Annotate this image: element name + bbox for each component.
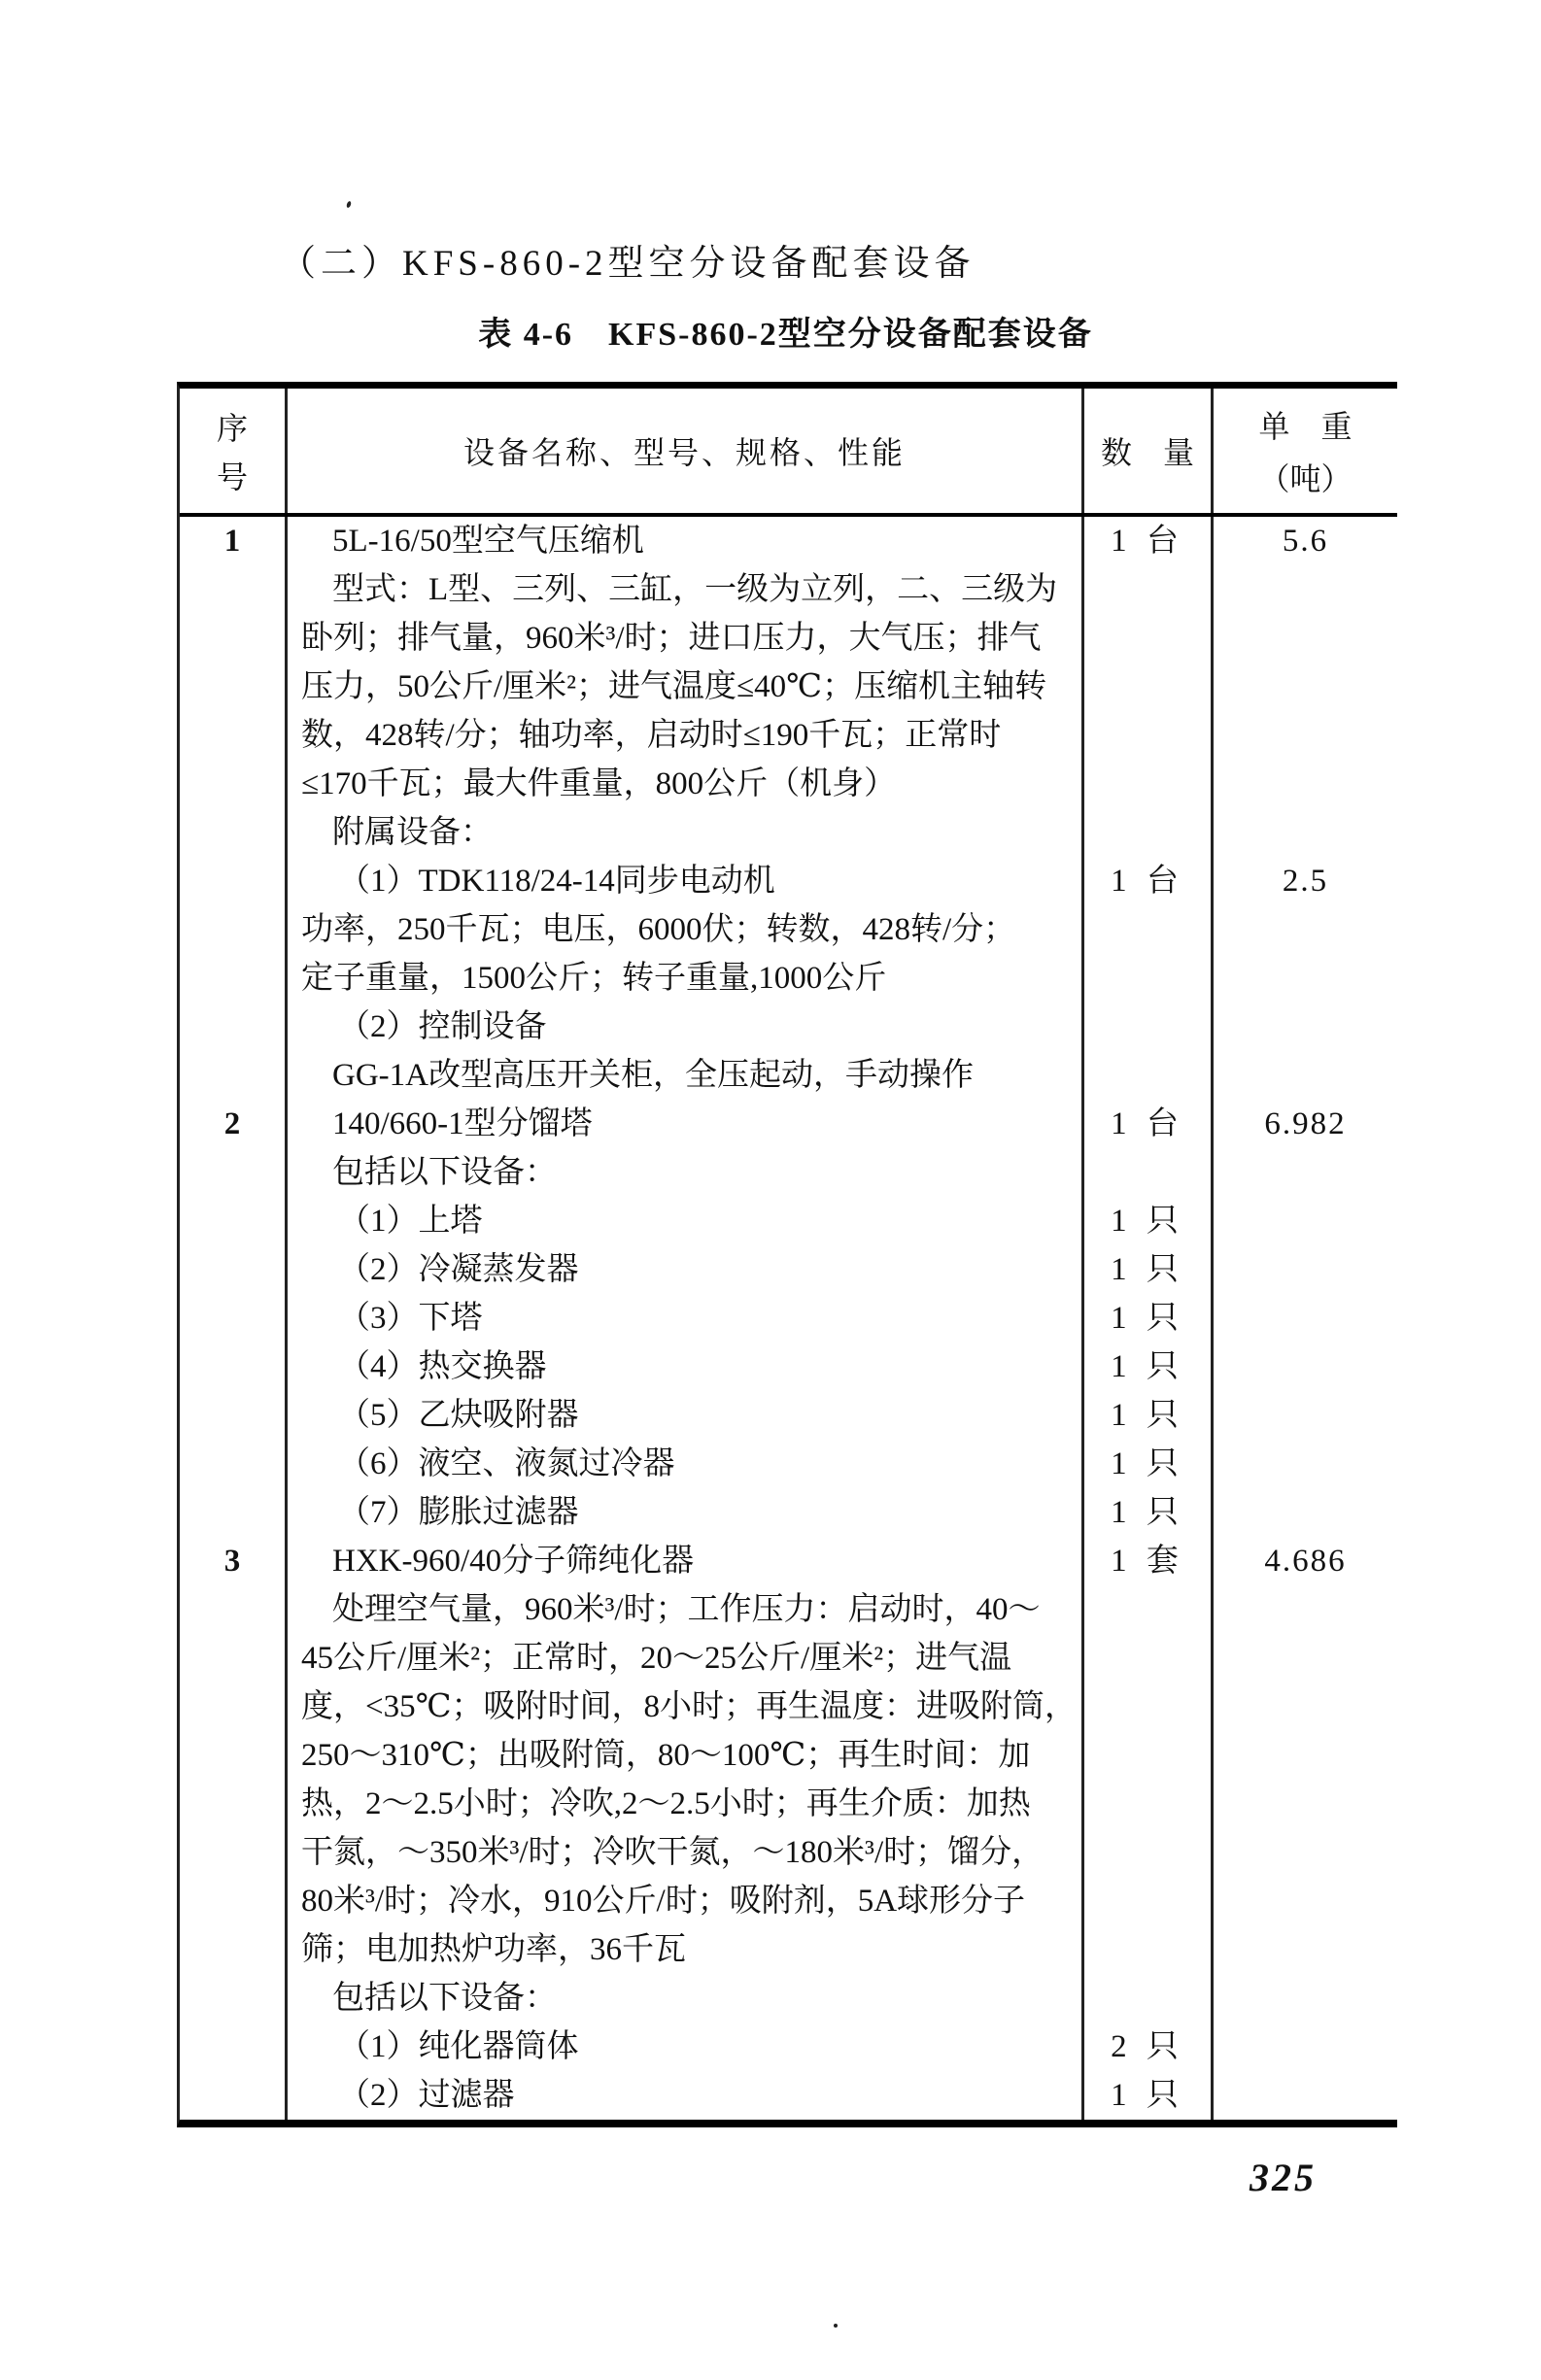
row-description: （1）纯化器筒体 [285, 2023, 1081, 2071]
row-quantity: 2 只 [1081, 2023, 1214, 2071]
row-unit-weight [1214, 1148, 1397, 1197]
table-row [180, 1051, 1397, 1100]
row-serial-number [180, 1731, 285, 1780]
row-serial-number [180, 1003, 285, 1051]
row-serial-number [180, 1634, 285, 1683]
row-quantity: 1 套 [1081, 1537, 1214, 1585]
row-unit-weight: 6.982 [1264, 1106, 1347, 1141]
row-description: （7）膨胀过滤器 [285, 1488, 1081, 1537]
table-header-row [180, 389, 1397, 517]
table-row [180, 1731, 1397, 1780]
row-unit-weight [1214, 1828, 1397, 1877]
row-unit-weight [1214, 1391, 1397, 1440]
row-serial-number [180, 1343, 285, 1391]
row-quantity: 1 台 [1081, 517, 1214, 565]
header-description: 设备名称、型号、规格、性能 [285, 389, 1081, 513]
row-quantity [1081, 1634, 1214, 1683]
table-body [180, 517, 1397, 2120]
row-description: 度，<35℃；吸附时间，8小时；再生温度：进吸附筒， [285, 1683, 1081, 1731]
row-quantity: 1 台 [1081, 1100, 1214, 1148]
row-unit-weight [1214, 2023, 1397, 2071]
row-quantity: 1 只 [1081, 1440, 1214, 1488]
row-description: 80米³/时；冷水，910公斤/时；吸附剂，5A球形分子 [285, 1877, 1081, 1925]
table-row [180, 954, 1397, 1003]
row-description: 处理空气量，960米³/时；工作压力：启动时，40～ [285, 1585, 1081, 1634]
table-row [180, 1100, 1397, 1148]
row-description: 附属设备： [285, 808, 1081, 857]
row-description: 干氮，～350米³/时；冷吹干氮，～180米³/时；馏分， [285, 1828, 1081, 1877]
row-unit-weight [1214, 1051, 1397, 1100]
row-quantity: 1 只 [1081, 1245, 1214, 1294]
row-quantity [1081, 905, 1214, 954]
row-quantity: 1 只 [1081, 1197, 1214, 1245]
row-unit-weight [1214, 1974, 1397, 2023]
table-row [180, 1488, 1397, 1537]
row-serial-number [180, 565, 285, 614]
table-caption: 表 4-6 KFS-860-2型空分设备配套设备 [478, 317, 1093, 353]
table-row [180, 1780, 1397, 1828]
row-serial-number [180, 1683, 285, 1731]
header-serial-line2: 号 [216, 459, 248, 494]
table-row [180, 614, 1397, 663]
table-row [180, 1440, 1397, 1488]
row-description: 140/660-1型分馏塔 [285, 1100, 1081, 1148]
row-quantity [1081, 565, 1214, 614]
row-quantity [1081, 663, 1214, 711]
row-serial-number: 3 [223, 1544, 241, 1579]
table-row [180, 1634, 1397, 1683]
table-row [180, 1537, 1397, 1585]
table-row [180, 663, 1397, 711]
row-description: 型式：L型、三列、三缸，一级为立列，二、三级为 [285, 565, 1081, 614]
row-serial-number [180, 711, 285, 760]
row-description: 热，2～2.5小时；冷吹,2～2.5小时；再生介质：加热 [285, 1780, 1081, 1828]
header-serial-number [180, 389, 285, 513]
row-serial-number [180, 2023, 285, 2071]
row-unit-weight [1214, 1245, 1397, 1294]
row-unit-weight [1214, 1683, 1397, 1731]
table-row [180, 1148, 1397, 1197]
row-quantity [1081, 1925, 1214, 1974]
row-description: GG-1A改型高压开关柜，全压起动，手动操作 [285, 1051, 1081, 1100]
row-quantity [1081, 1828, 1214, 1877]
row-unit-weight [1214, 1488, 1397, 1537]
row-serial-number [180, 1780, 285, 1828]
row-description: 包括以下设备： [285, 1148, 1081, 1197]
table-row [180, 808, 1397, 857]
row-unit-weight [1214, 1197, 1397, 1245]
row-serial-number [180, 1440, 285, 1488]
row-description: （1）上塔 [285, 1197, 1081, 1245]
row-serial-number [180, 2071, 285, 2120]
row-serial-number [180, 857, 285, 905]
row-unit-weight [1214, 808, 1397, 857]
row-quantity [1081, 1877, 1214, 1925]
header-serial-line1: 序 [216, 411, 248, 446]
row-unit-weight [1214, 1877, 1397, 1925]
row-quantity [1081, 1585, 1214, 1634]
row-unit-weight [1214, 1440, 1397, 1488]
equipment-table [177, 382, 1397, 2127]
header-unit-weight-line1: 单 重 [1258, 409, 1353, 444]
row-description: （2）控制设备 [285, 1003, 1081, 1051]
row-description: HXK-960/40分子筛纯化器 [285, 1537, 1081, 1585]
row-unit-weight: 4.686 [1264, 1544, 1347, 1579]
table-row [180, 565, 1397, 614]
row-quantity: 1 只 [1081, 2071, 1214, 2120]
row-description: 250～310℃；出吸附筒，80～100℃；再生时间：加 [285, 1731, 1081, 1780]
row-description: （6）液空、液氮过冷器 [285, 1440, 1081, 1488]
row-quantity [1081, 1780, 1214, 1828]
row-quantity [1081, 760, 1214, 808]
row-serial-number [180, 1245, 285, 1294]
row-quantity: 1 台 [1081, 857, 1214, 905]
row-description: 卧列；排气量，960米³/时；进口压力，大气压；排气 [285, 614, 1081, 663]
row-unit-weight [1214, 1585, 1397, 1634]
scan-speck [834, 2324, 838, 2328]
row-serial-number [180, 1828, 285, 1877]
row-unit-weight [1214, 1731, 1397, 1780]
row-serial-number [180, 760, 285, 808]
row-description: 45公斤/厘米²；正常时，20～25公斤/厘米²；进气温 [285, 1634, 1081, 1683]
row-description: （2）冷凝蒸发器 [285, 1245, 1081, 1294]
row-quantity [1081, 1003, 1214, 1051]
row-description: 功率，250千瓦；电压，6000伏；转数，428转/分； [285, 905, 1081, 954]
row-quantity [1081, 1731, 1214, 1780]
row-description: （3）下塔 [285, 1294, 1081, 1343]
row-unit-weight [1214, 1780, 1397, 1828]
table-row [180, 1391, 1397, 1440]
table-row [180, 857, 1397, 905]
table-row [180, 1683, 1397, 1731]
row-serial-number [180, 954, 285, 1003]
row-description: ≤170千瓦；最大件重量，800公斤（机身） [285, 760, 1081, 808]
row-description: 定子重量，1500公斤；转子重量,1000公斤 [285, 954, 1081, 1003]
row-serial-number [180, 1294, 285, 1343]
row-unit-weight [1214, 1003, 1397, 1051]
table-row [180, 1003, 1397, 1051]
row-quantity [1081, 614, 1214, 663]
row-serial-number: 1 [223, 524, 241, 559]
row-quantity [1081, 711, 1214, 760]
row-unit-weight [1214, 1294, 1397, 1343]
table-row [180, 1877, 1397, 1925]
row-quantity: 1 只 [1081, 1294, 1214, 1343]
row-serial-number [180, 1391, 285, 1440]
row-description: 筛；电加热炉功率，36千瓦 [285, 1925, 1081, 1974]
table-row [180, 1245, 1397, 1294]
row-quantity [1081, 1974, 1214, 2023]
table-row [180, 1925, 1397, 1974]
row-quantity: 1 只 [1081, 1343, 1214, 1391]
table-row [180, 1828, 1397, 1877]
row-unit-weight [1214, 614, 1397, 663]
row-unit-weight [1214, 760, 1397, 808]
row-serial-number [180, 1051, 285, 1100]
row-serial-number [180, 1197, 285, 1245]
header-unit-weight [1214, 389, 1397, 513]
table-row [180, 2071, 1397, 2120]
row-unit-weight [1214, 954, 1397, 1003]
row-quantity [1081, 954, 1214, 1003]
row-unit-weight [1214, 905, 1397, 954]
table-row [180, 517, 1397, 565]
row-unit-weight [1214, 663, 1397, 711]
row-unit-weight [1214, 1343, 1397, 1391]
row-serial-number [180, 1925, 285, 1974]
row-serial-number: 2 [223, 1106, 241, 1141]
row-description: （2）过滤器 [285, 2071, 1081, 2120]
row-unit-weight [1214, 1634, 1397, 1683]
row-quantity [1081, 1051, 1214, 1100]
row-quantity: 1 只 [1081, 1391, 1214, 1440]
row-description: （5）乙炔吸附器 [285, 1391, 1081, 1440]
table-row [180, 760, 1397, 808]
row-serial-number [180, 808, 285, 857]
row-unit-weight [1214, 2071, 1397, 2120]
row-description: （4）热交换器 [285, 1343, 1081, 1391]
table-row [180, 1974, 1397, 2023]
table-row [180, 1294, 1397, 1343]
row-serial-number [180, 1585, 285, 1634]
row-serial-number [180, 905, 285, 954]
row-unit-weight: 2.5 [1282, 864, 1329, 899]
row-serial-number [180, 614, 285, 663]
header-unit-weight-line2: （吨） [1258, 461, 1353, 496]
section-title: （二）KFS-860-2型空分设备配套设备 [280, 244, 976, 284]
table-row [180, 1585, 1397, 1634]
page-number: 325 [1250, 2156, 1317, 2199]
row-serial-number [180, 1974, 285, 2023]
row-description: 数，428转/分；轴功率，启动时≤190千瓦；正常时 [285, 711, 1081, 760]
row-description: 压力，50公斤/厘米²；进气温度≤40℃；压缩机主轴转 [285, 663, 1081, 711]
row-unit-weight [1214, 711, 1397, 760]
row-quantity [1081, 1683, 1214, 1731]
row-serial-number [180, 1148, 285, 1197]
table-row [180, 905, 1397, 954]
row-unit-weight: 5.6 [1282, 524, 1329, 559]
table-row [180, 2023, 1397, 2071]
row-serial-number [180, 1488, 285, 1537]
row-description: 包括以下设备： [285, 1974, 1081, 2023]
row-serial-number [180, 663, 285, 711]
table-row [180, 1197, 1397, 1245]
table-row [180, 711, 1397, 760]
scan-speck [346, 201, 352, 209]
row-quantity [1081, 1148, 1214, 1197]
row-description: （1）TDK118/24-14同步电动机 [285, 857, 1081, 905]
row-description: 5L-16/50型空气压缩机 [285, 517, 1081, 565]
row-unit-weight [1214, 565, 1397, 614]
row-serial-number [180, 1877, 285, 1925]
row-quantity [1081, 808, 1214, 857]
row-quantity: 1 只 [1081, 1488, 1214, 1537]
row-unit-weight [1214, 1925, 1397, 1974]
header-quantity: 数 量 [1081, 389, 1214, 513]
table-row [180, 1343, 1397, 1391]
